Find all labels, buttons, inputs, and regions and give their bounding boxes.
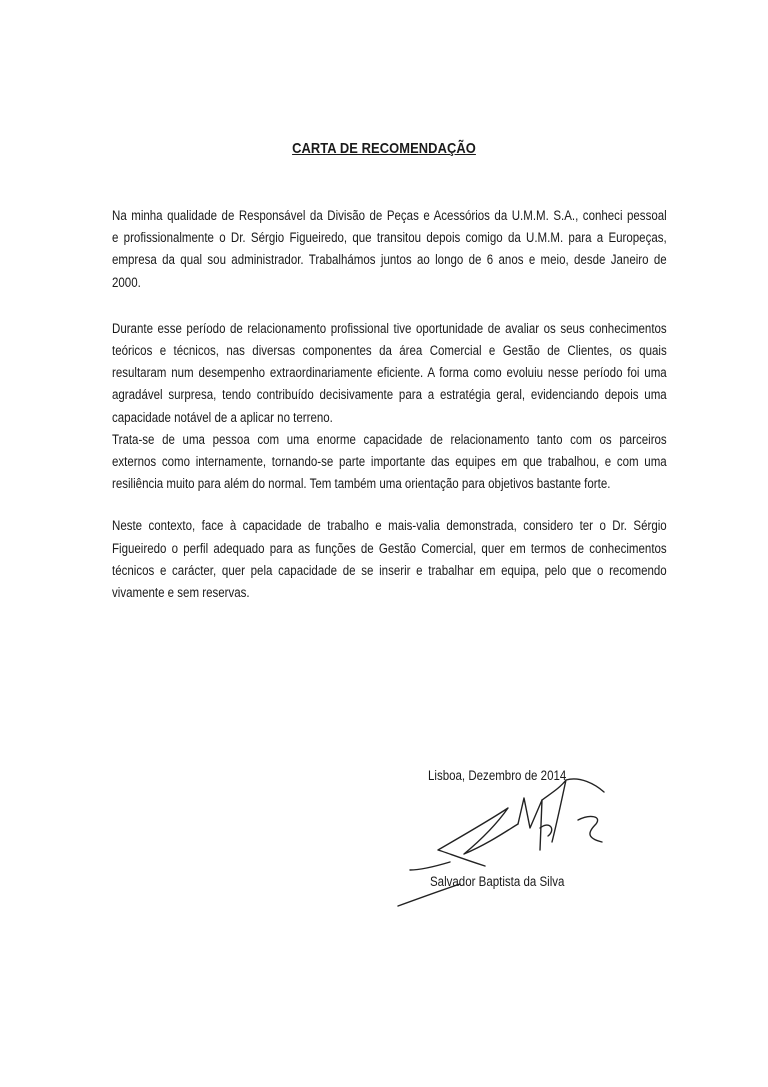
paragraph-2-line: resultaram num desempenho extraordinariamente eficiente. A forma como evoluiu nesse período foi uma [112, 365, 667, 381]
paragraph-2-line: teóricos e técnicos, nas diversas componentes da área Comercial e Gestão de Clientes, os quais [112, 343, 667, 359]
paragraph-2-line: Durante esse período de relacionamento profissional tive oportunidade de avaliar os seus conhecimentos [112, 320, 667, 336]
paragraph-4-line: Neste contexto, face à capacidade de trabalho e mais-valia demonstrada, considero ter o Dr. Sérgio [112, 518, 667, 534]
signer-name: Salvador Baptista da Silva [430, 874, 565, 889]
paragraph-4-line: técnicos e carácter, quer pela capacidade de se inserir e trabalhar em equipa, pelo que o recomendo [112, 562, 667, 578]
letter-body [112, 205, 667, 604]
paragraph-2-line: capacidade notável de a aplicar no terreno. [112, 409, 333, 425]
letter-title: CARTA DE RECOMENDAÇÃO [292, 140, 476, 157]
paragraph-1-line: e profissionalmente o Dr. Sérgio Figueiredo, que transitou depois comigo da U.M.M. para a Europeças, [112, 230, 667, 246]
paragraph-3-line: resiliência muito para além do normal. Tem também uma orientação para objetivos bastante forte. [112, 476, 611, 492]
place-date: Lisboa, Dezembro de 2014 [428, 768, 567, 783]
paragraph-1-line: Na minha qualidade de Responsável da Divisão de Peças e Acessórios da U.M.M. S.A., conheci pessoal [112, 208, 667, 223]
paragraph-4-line: Figueiredo o perfil adequado para as funções de Gestão Comercial, quer em termos de conhecimentos [112, 540, 667, 556]
paragraph-1-line: 2000. [112, 274, 141, 290]
paragraph-3-line: Trata-se de uma pessoa com uma enorme capacidade de relacionamento tanto com os parceiros [112, 431, 667, 447]
paragraph-4-line: vivamente e sem reservas. [112, 585, 250, 601]
paragraph-3-line: externos como internamente, tornando-se parte importante das equipes em que trabalhou, e com uma [112, 454, 667, 470]
paragraph-1-line: empresa da qual sou administrador. Trabalhámos juntos ao longo de 6 anos e meio, desde Janeiro de [112, 252, 667, 268]
paragraph-2-line: agradável surpresa, tendo contribuído decisivamente para a estratégia geral, evidenciando depois uma [112, 387, 667, 403]
